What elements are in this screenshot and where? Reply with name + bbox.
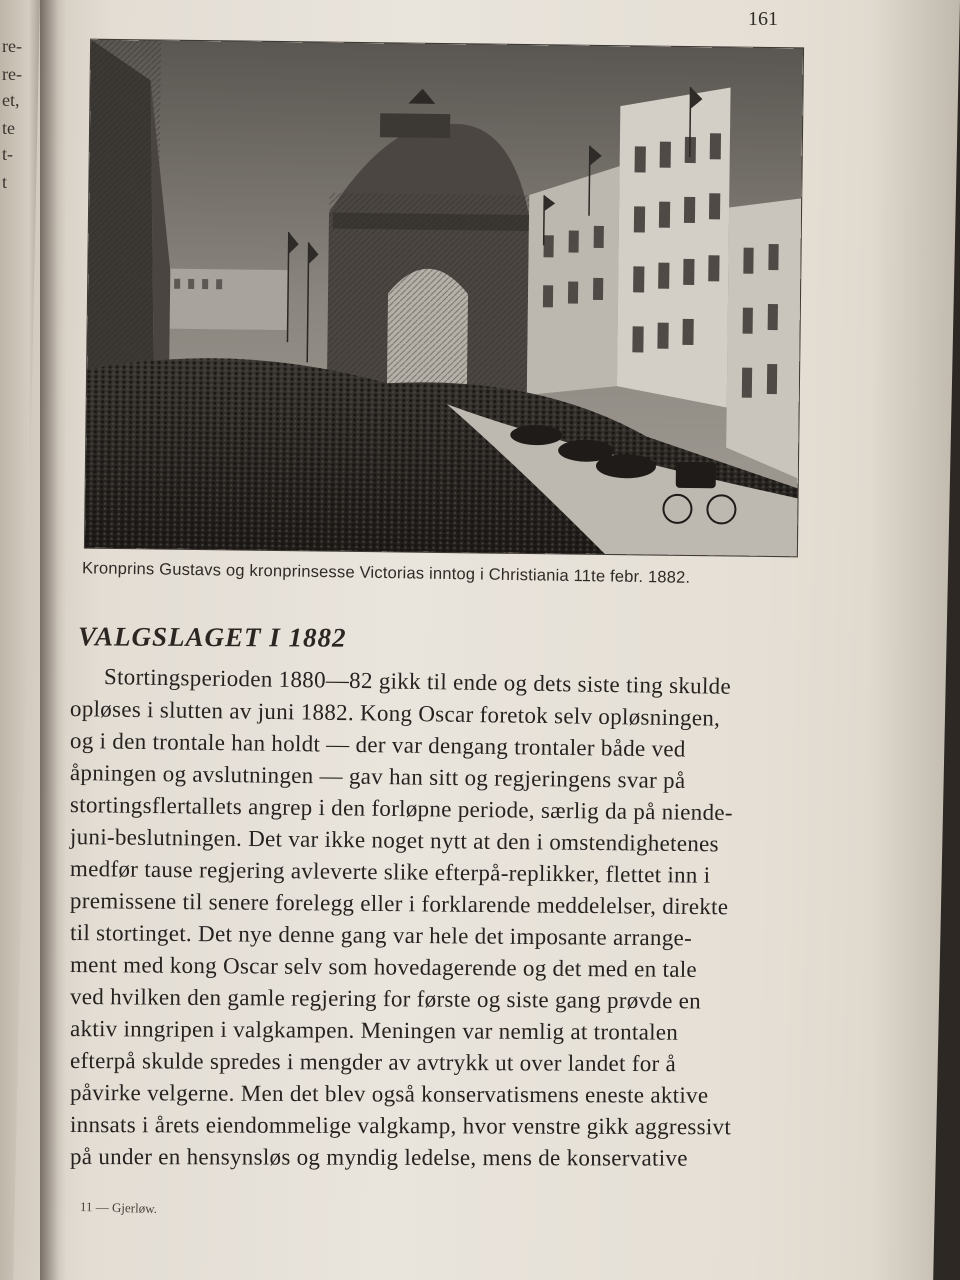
text-line: efterpå skulde spredes i mengder av avtrykk ut over landet for å — [69, 1048, 677, 1077]
text-line: påvirke velgerne. Men det blev også konservatismens eneste aktive — [69, 1080, 709, 1108]
text-line: aktiv inngripen i valgkampen. Meningen var nemlig at trontalen — [69, 1016, 679, 1045]
text-line: og i den trontale han holdt — der var dengang trontaler både ved — [69, 728, 686, 762]
page-edge-shadow — [870, 0, 960, 1280]
text-line: ment med kong Oscar selv som hovedagerende og det med en tale — [69, 952, 698, 982]
text-line: premissene til senere forelegg eller i forklarende meddelelser, direkte — [69, 888, 729, 920]
left-page-fragment: t — [2, 172, 8, 192]
text-line: stortingsflertallets angrep i den forløpne periode, særlig da på niende- — [69, 792, 733, 826]
text-line: innsats i årets eiendommelige valgkamp, hvor venstre gikk aggressivt — [69, 1112, 732, 1140]
book-gutter-shadow — [40, 0, 66, 1280]
footer-signature: 11 — Gjerløw. — [79, 1198, 158, 1217]
page-number: 161 — [748, 8, 778, 30]
section-heading: VALGSLAGET I 1882 — [77, 621, 347, 653]
left-page-fragment: et, — [2, 90, 20, 110]
text-line: på under en hensynsløs og myndig ledelse, mens de konservative — [69, 1144, 688, 1171]
left-page-fragment: te — [2, 118, 15, 138]
text-line: til stortinget. Det nye denne gang var hele det imposante arrange- — [69, 920, 693, 951]
text-line: juni-beslutningen. Det var ikke noget nytt at den i omstendighetenes — [69, 824, 720, 857]
text-line: åpningen og avslutningen — gav han sitt og regjeringens svar på — [69, 760, 686, 794]
left-page-fragment: t- — [2, 144, 13, 164]
text-line: medfør tause regjering avleverte slike efterpå-replikker, flettet inn i — [69, 856, 711, 888]
text-line: ved hvilken den gamle regjering for første og siste gang prøvde en — [69, 984, 702, 1014]
text-line: Stortingsperioden 1880—82 gikk til ende og dets siste ting skulde — [103, 664, 732, 699]
text-line: opløses i slutten av juni 1882. Kong Oscar foretok selv opløsningen, — [69, 696, 721, 731]
left-page-fragment: re- — [2, 36, 22, 56]
illustration-caption: Kronprins Gustavs og kronprinsesse Victorias inntog i Christiania 11te febr. 1882. — [81, 559, 691, 587]
left-page-fragment: re- — [2, 64, 22, 84]
engraving-illustration — [85, 40, 803, 557]
